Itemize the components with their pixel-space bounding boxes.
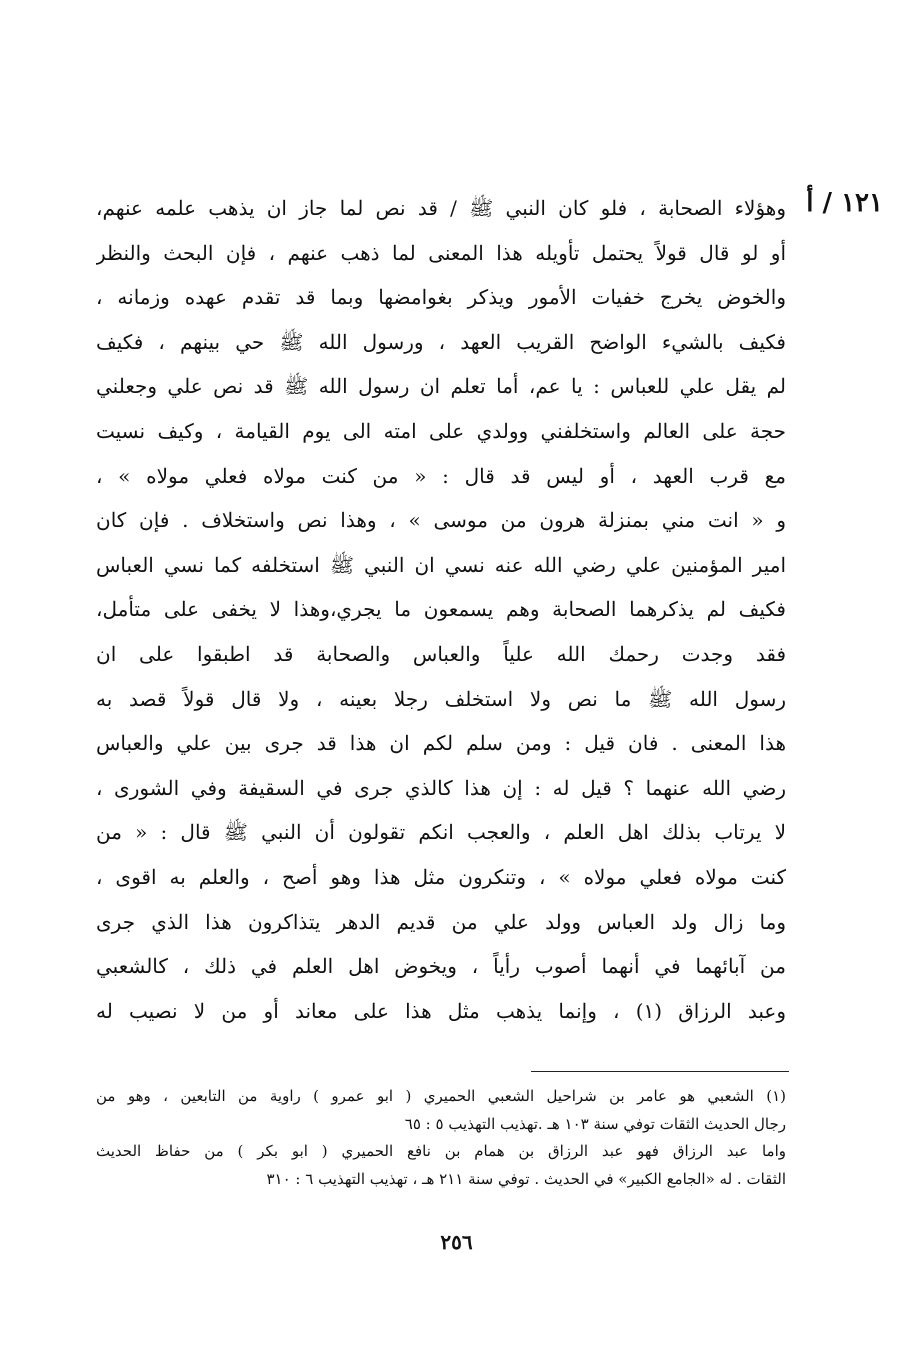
text-line: امير المؤمنين علي رضي الله عنه نسي ان النبي ﷺ استخلفه كما نسي العباس	[96, 552, 786, 577]
text-line: كنت مولاه فعلي مولاه » ، وتنكرون مثل هذا وهو أصح ، والعلم به اقوى ،	[96, 864, 786, 889]
text-line: وهؤلاء الصحابة ، فلو كان النبي ﷺ / قد نص لما جاز ان يذهب علمه عنهم،	[96, 196, 786, 220]
text-line: لا يرتاب بذلك اهل العلم ، والعجب انكم تقولون أن النبي ﷺ قال : « من	[96, 820, 786, 845]
page-number: ٢٥٦	[440, 1230, 473, 1254]
text-line: لم يقل علي للعباس : يا عم، أما تعلم ان رسول الله ﷺ قد نص علي وجعلني	[96, 374, 786, 399]
main-text-block	[96, 186, 786, 1033]
footnotes-block	[96, 1083, 786, 1193]
text-line: هذا المعنى . فان قيل : ومن سلم لكم ان هذا قد جرى بين علي والعباس	[96, 731, 786, 756]
footnote-line: الثقات . له «الجامع الكبير» في الحديث . توفي سنة ٢١١ هـ ، تهذيب التهذيب ٦ : ٣١٠	[266, 1169, 786, 1188]
text-line: وما زال ولد العباس وولد علي من قديم الدهر يتذاكرون هذا الذي جرى	[96, 909, 786, 934]
text-line: فكيف لم يذكرهما الصحابة وهم يسمعون ما يجري،وهذا لا يخفى على متأمل،	[96, 597, 786, 622]
text-line: و « انت مني بمنزلة هرون من موسى » ، وهذا نص واستخلاف . فإن كان	[96, 508, 786, 533]
text-line: حجة على العالم واستخلفني وولدي على امته الى يوم القيامة ، وكيف نسيت	[96, 418, 786, 443]
footnote-line: (١) الشعبي هو عامر بن شراحيل الشعبي الحميري ( ابو عمرو ) راوية من التابعين ، وهو من	[96, 1087, 786, 1105]
text-line: والخوض يخرج خفيات الأمور ويذكر بغوامضها وبما قد تقدم عهده وزمانه ،	[96, 285, 786, 310]
text-line: فقد وجدت رحمك الله علياً والعباس والصحابة قد اطبقوا على ان	[96, 641, 786, 666]
text-line: رضي الله عنهما ؟ قيل له : إن هذا كالذي جرى في السقيفة وفي الشورى ،	[96, 775, 786, 800]
text-line: أو لو قال قولاً يحتمل تأويله هذا المعنى لما ذهب عنهم ، فإن البحث والنظر	[96, 240, 786, 265]
footnote-separator-rule	[531, 1071, 789, 1072]
text-line: مع قرب العهد ، أو ليس قد قال : « من كنت مولاه فعلي مولاه » ،	[96, 463, 786, 488]
text-line: رسول الله ﷺ ما نص ولا استخلف رجلا بعينه ، ولا قال قولاً قصد به	[96, 686, 786, 711]
text-line: من آبائهما في أنهما أصوب رأياً ، ويخوض اهل العلم في ذلك ، كالشعبي	[96, 954, 786, 979]
text-line: وعبد الرزاق (١) ، وإنما يذهب مثل هذا على معاند أو من لا نصيب له	[96, 998, 786, 1023]
manuscript-folio-reference: ١٢١ / أ	[806, 188, 883, 218]
footnote-line: واما عبد الرزاق فهو عبد الرزاق بن همام بن نافع الحميري ( ابو بكر ) من حفاظ الحديث	[96, 1142, 786, 1160]
footnote-line: رجال الحديث الثقات توفي سنة ١٠٣ هـ .تهذيب التهذيب ٥ : ٦٥	[404, 1114, 786, 1133]
text-line: فكيف بالشيء الواضح القريب العهد ، ورسول الله ﷺ حي بينهم ، فكيف	[96, 329, 786, 354]
